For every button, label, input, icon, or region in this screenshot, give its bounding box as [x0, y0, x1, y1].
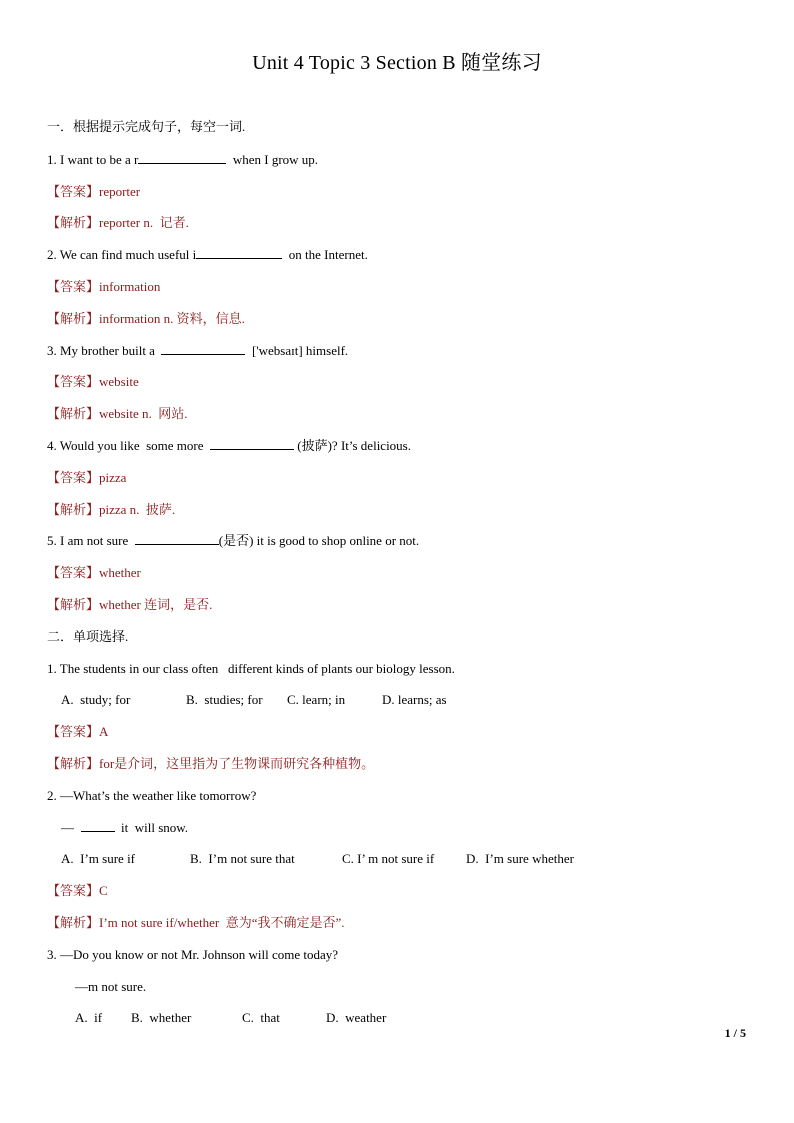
option-2-2-d: D. I’m sure whether [466, 851, 574, 866]
option-2-1-b: B. studies; for [186, 692, 263, 707]
answer-1-3: 【答案】website [47, 374, 139, 389]
question-1-3: 3. My brother built a ['websaɪt] himself. [47, 343, 349, 358]
option-2-2-b: B. I’m not sure that [190, 851, 295, 866]
option-2-1-a: A. study; for [61, 692, 131, 707]
explain-1-4: 【解析】pizza n. 披萨. [47, 502, 176, 517]
answer-2-1: 【答案】A [47, 724, 109, 739]
explain-2-1: 【解析】for是介词，这里指为了生物课而研究各种植物。 [47, 756, 375, 771]
page-number: 1 / 5 [724, 1026, 746, 1040]
question-1-4: 4. Would you like some more (披萨)? It’s delicious. [47, 438, 411, 453]
answer-1-1: 【答案】reporter [47, 184, 141, 199]
option-2-2-c: C. I’ m not sure if [342, 851, 435, 866]
question-2-3-reply: —m not sure. [75, 979, 147, 994]
question-1-5: 5. I am not sure (是否) it is good to shop online or not. [47, 533, 420, 548]
explain-1-2: 【解析】information n. 资料，信息. [47, 311, 245, 326]
question-2-2: 2. —What’s the weather like tomorrow? [47, 788, 257, 803]
explain-1-3: 【解析】website n. 网站. [47, 406, 188, 421]
option-2-3-d: D. weather [326, 1010, 387, 1025]
section2-heading: 二．单项选择. [47, 629, 129, 644]
explain-1-1: 【解析】reporter n. 记者. [47, 215, 189, 230]
question-1-2: 2. We can find much useful i on the Internet. [47, 247, 368, 262]
question-1-1: 1. I want to be a r when I grow up. [47, 152, 319, 167]
option-2-3-c: C. that [242, 1010, 280, 1025]
section1-heading: 一．根据提示完成句子，每空一词. [47, 119, 246, 134]
option-2-3-b: B. whether [131, 1010, 192, 1025]
option-2-2-a: A. I’m sure if [61, 851, 136, 866]
page-title: Unit 4 Topic 3 Section B 随堂练习 [252, 52, 542, 74]
explain-2-2: 【解析】I’m not sure if/whether 意为“我不确定是否”. [47, 915, 345, 930]
question-2-2-reply: — it will snow. [61, 820, 189, 835]
answer-2-2: 【答案】C [47, 883, 108, 898]
question-2-1: 1. The students in our class often different kinds of plants our biology lesson. [47, 661, 455, 676]
option-2-1-c: C. learn; in [287, 692, 346, 707]
answer-1-5: 【答案】whether [47, 565, 141, 580]
option-2-1-d: D. learns; as [382, 692, 447, 707]
answer-1-2: 【答案】information [47, 279, 161, 294]
option-2-3-a: A. if [75, 1010, 103, 1025]
answer-1-4: 【答案】pizza [47, 470, 127, 485]
question-2-3: 3. —Do you know or not Mr. Johnson will come today? [47, 947, 339, 962]
explain-1-5: 【解析】whether 连词，是否. [47, 597, 213, 612]
